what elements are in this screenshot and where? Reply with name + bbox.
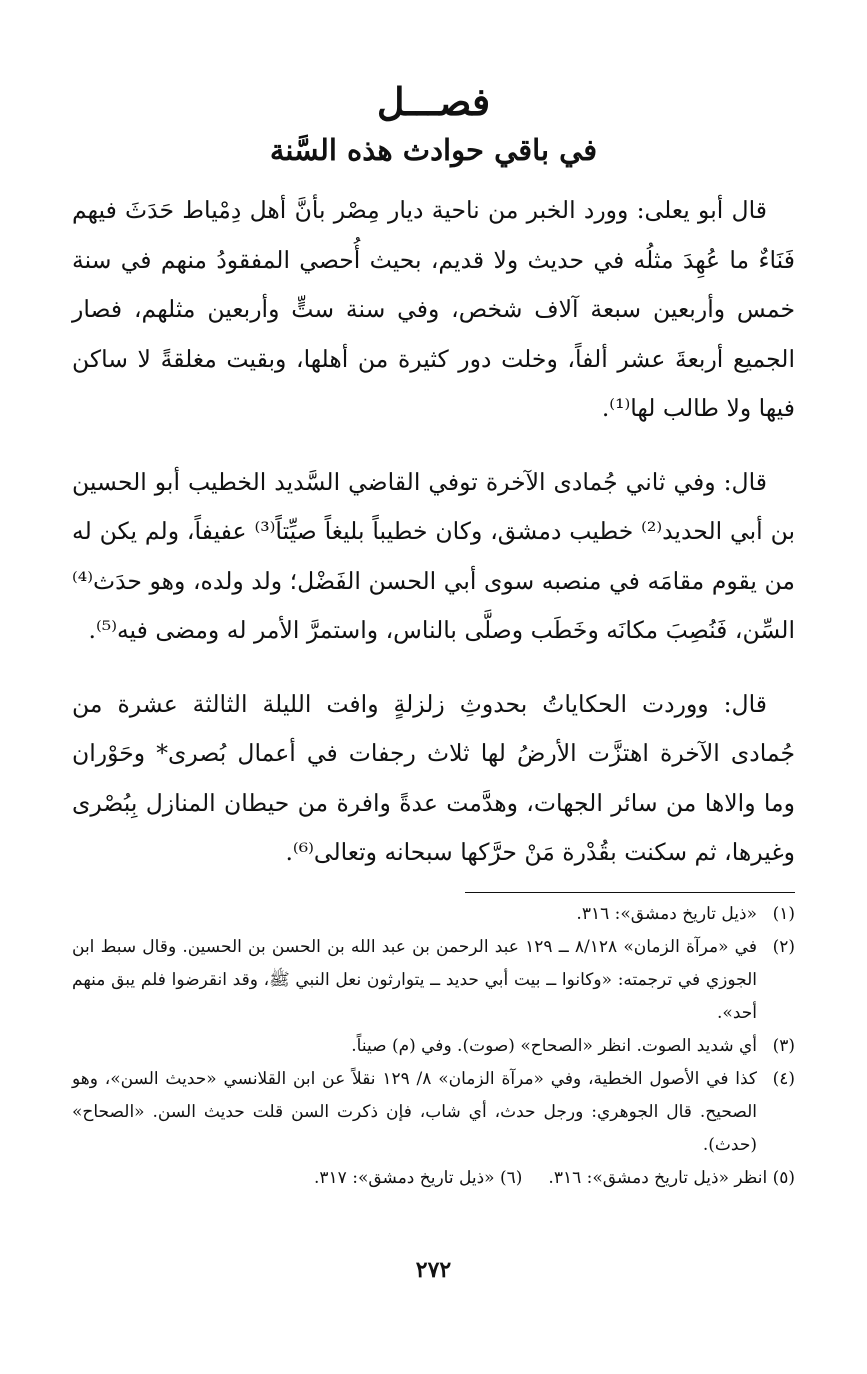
footnote [72,1063,795,1162]
paragraph: قال أبو يعلى: وورد الخبر من ناحية ديار مِصْر بأنَّ أهل دِمْياط حَدَثَ فيهم فَنَاءٌ ما عُهِدَ مثلُه في حديث ولا قديم، بحيث أُحصي المفقودُ منهم في سنة خمس وأربعين سبعة آلاف شخص، وفي سنة ستٍّ وأربعين مثلهم، فصار الجميع أربعةَ عشر ألفاً، وخلت دور كثيرة من أهلها، وبقيت مغلقةً لا ساكن فيها ولا طالب لها⁽¹⁾. [72,196,795,422]
paragraph: قال: وفي ثاني جُمادى الآخرة توفي القاضي السَّديد الخطيب أبو الحسين بن أبي الحديد⁽²⁾ خطيب دمشق، وكان خطيباً بليغاً صيِّتاً⁽³⁾ عفيفاً، ولم يكن له من يقوم مقامَه في منصبه سوى أبي الحسن الفَضْل؛ ولد ولده، وهو حدَث⁽⁴⁾ السِّن، فَنُصِبَ مكانَه وخَطَب وصلَّى بالناس، واستمرَّ الأمر له ومضى فيه⁽⁵⁾. [72,467,796,644]
footnote-number: (١) [772,904,795,924]
footnote-text: «ذيل تاريخ دمشق»: ٣١٦. [576,904,757,924]
footnote-row [72,1162,795,1195]
footnote-text: «ذيل تاريخ دمشق»: ٣١٧. [314,1168,495,1188]
footnote [548,1162,795,1195]
footnote [314,1162,522,1195]
page-number: ٢٧٢ [415,1257,452,1283]
footnote-text: في «مرآة الزمان» ٨/١٢٨ ــ ١٢٩ عبد الرحمن بن عبد الله بن الحسن بن الحسين. وقال سبط ابن الجوزي في ترجمته: «وكانوا ــ بيت أبي حديد ــ يتوارثون نعل النبي ﷺ، وقد انقرضوا فلم يبق منهم أحد». [72,937,757,1023]
chapter-title: فصـــل [376,79,491,124]
main-text [72,186,795,902]
footnote [72,898,795,931]
footnote-number: (٦) [499,1168,523,1188]
footnote-text: انظر «ذيل تاريخ دمشق»: ٣١٦. [548,1168,768,1188]
footnote-number: (٣) [772,1036,795,1056]
paragraph: قال: ووردت الحكاياتُ بحدوثِ زلزلةٍ وافت الليلة الثالثة عشرة من جُمادى الآخرة اهتزَّت الأرضُ لها ثلاث رجفات في أعمال بُصرى* وحَوْران وما والاها من سائر الجهات، وهدَّمت عدةً وافرة من حيطان المنازل بِبُصْرى وغيرها، ثم سكنت بقُدْرة مَنْ حرَّكها سبحانه وتعالى⁽⁶⁾. [72,689,795,866]
footnote-number: (٢) [772,937,795,957]
chapter-subtitle: في باقي حوادث هذه السَّنة [269,133,598,167]
footnote-text: كذا في الأصول الخطية، وفي «مرآة الزمان» ٨/ ١٢٩ نقلاً عن ابن القلانسي «حديث السن»، وهو الصحيح. قال الجوهري: ورجل حدث، أي شاب، فإن ذكرت السن قلت حديث السن. «الصحاح» (حدث). [72,1069,757,1155]
footnote-divider [465,892,795,893]
footnote-number: (٥) [772,1168,795,1188]
footnotes [72,898,795,1195]
footnote-text: أي شديد الصوت. انظر «الصحاح» (صوت). وفي (م) صيناً. [351,1036,757,1056]
footnote [72,1030,795,1063]
footnote-number: (٤) [772,1069,795,1089]
footnote [72,931,795,1030]
